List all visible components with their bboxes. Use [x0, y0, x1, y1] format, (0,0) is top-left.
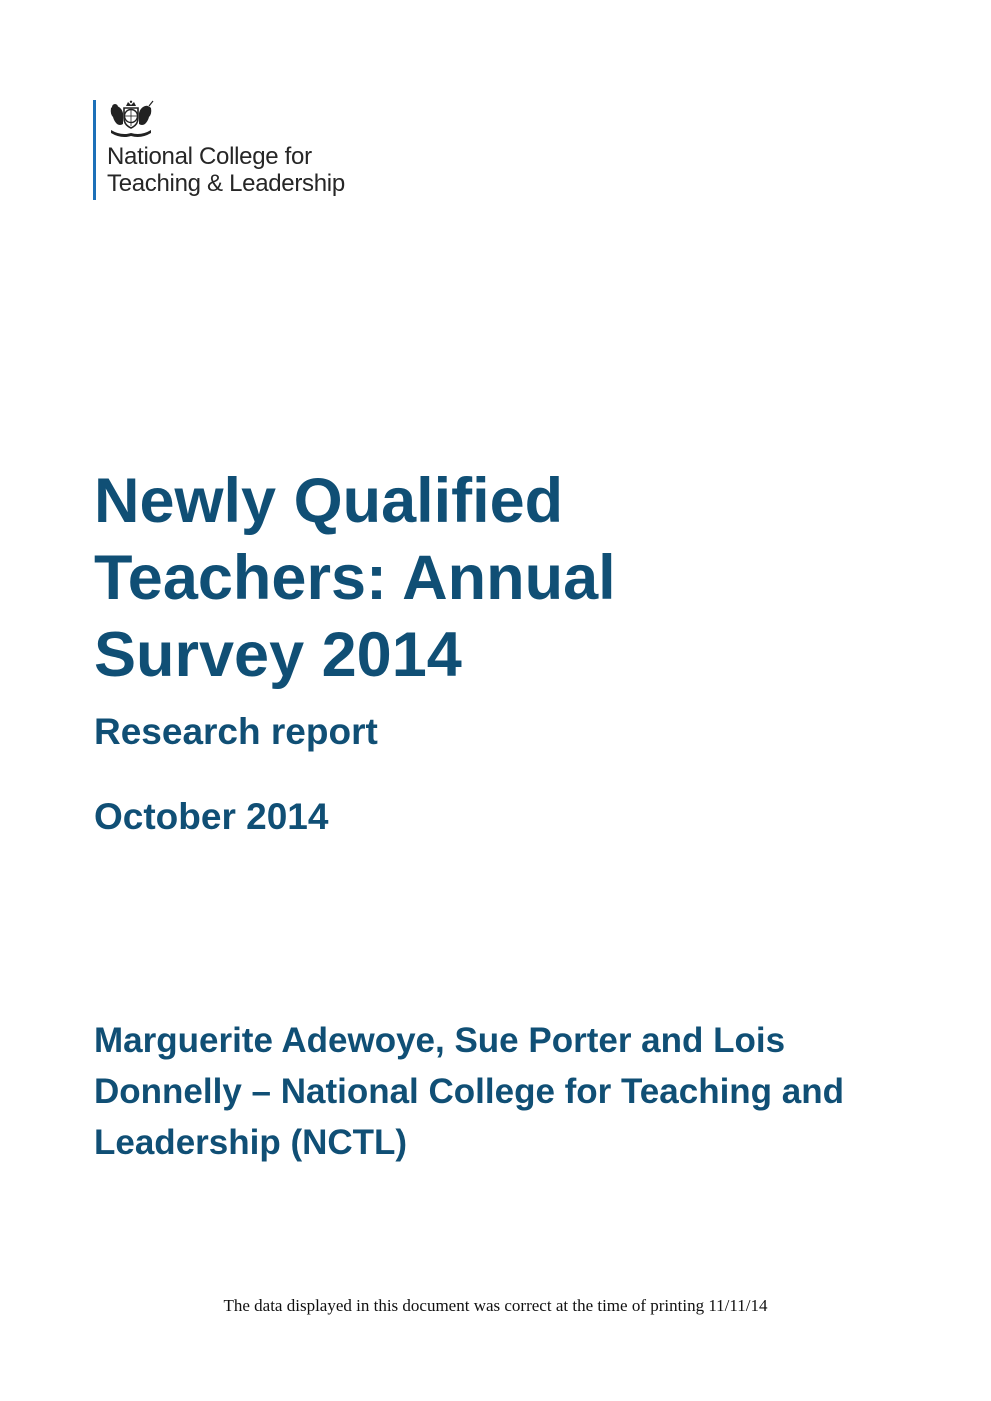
logo-wordmark	[107, 143, 345, 197]
authors	[94, 1015, 914, 1168]
royal-coat-of-arms-icon	[107, 100, 155, 138]
title-line-1: Newly Qualified	[94, 466, 564, 536]
publication-date: October 2014	[94, 796, 329, 837]
logo-line-1: National College for	[107, 143, 312, 170]
authors-line-1: Marguerite Adewoye, Sue Porter and Lois	[94, 1021, 786, 1060]
authors-line-3: Leadership (NCTL)	[94, 1123, 408, 1162]
printing-note: The data displayed in this document was correct at the time of printing 11/11/14	[223, 1296, 768, 1315]
report-subtitle: Research report	[94, 711, 378, 752]
title-line-2: Teachers: Annual	[94, 543, 616, 613]
title-line-3: Survey 2014	[94, 620, 462, 690]
authors-line-2: Donnelly – National College for Teaching and	[94, 1072, 845, 1111]
logo-line-2: Teaching & Leadership	[107, 170, 345, 197]
nctl-logo	[93, 100, 345, 200]
report-title	[94, 463, 794, 694]
